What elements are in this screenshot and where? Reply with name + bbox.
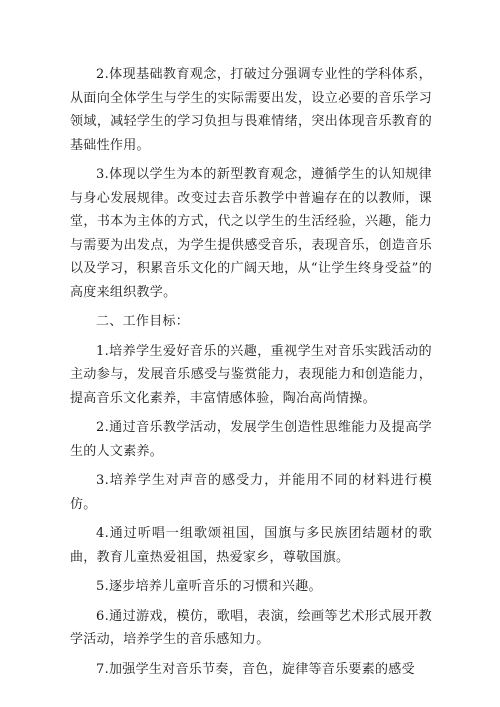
paragraph-goal-1: 1.培养学生爱好音乐的兴趣，重视学生对音乐实践活动的主动参与，发展音乐感受与鉴赏能力，表现能力和创造能力，提高音乐文化素养，丰富情感体验，陶冶高尚情操。 bbox=[70, 343, 432, 406]
paragraph-goal-4: 4.通过听唱一组歌颂祖国，国旗与多民族团结题材的歌曲，教育儿童热爱祖国，热爱家乡，尊敬国旗。 bbox=[70, 526, 432, 565]
paragraph-goal-3: 3.培养学生对声音的感受力，并能用不同的材料进行模仿。 bbox=[70, 473, 432, 512]
paragraph-principle-2: 2.体现基础教育观念，打破过分强调专业性的学科体系，从面向全体学生与学生的实际需要出发，设立必要的音乐学习领域，减轻学生的学习负担与畏难情绪，突出体现音乐教育的基础性作用。 bbox=[70, 67, 432, 153]
paragraph-goal-5: 5.逐步培养儿童听音乐的习惯和兴趣。 bbox=[96, 579, 322, 594]
paragraph-goal-6: 6.通过游戏，模仿，歌唱，表演，绘画等艺术形式展开教学活动，培养学生的音乐感知力。 bbox=[70, 608, 432, 647]
section-heading-work-goals: 二、工作目标： bbox=[96, 314, 190, 329]
document-page bbox=[70, 63, 432, 687]
paragraph-goal-2: 2.通过音乐教学活动，发展学生创造性思维能力及提高学生的人文素养。 bbox=[70, 420, 432, 459]
paragraph-goal-7: 7.加强学生对音乐节奏，音色，旋律等音乐要素的感受 bbox=[96, 661, 415, 677]
paragraph-principle-3: 3.体现以学生为本的新型教育观念，遵循学生的认知规律与身心发展规律。改变过去音乐教学中普遍存在的以教师，课堂，书本为主体的方式，代之以学生的生活经验，兴趣，能力与需要为出发点，为学生提供感受音乐，表现音乐，创造音乐以及学习，积累音乐文化的广阔天地，从“让学生终身受益”的高度来组织教学。 bbox=[70, 167, 432, 300]
